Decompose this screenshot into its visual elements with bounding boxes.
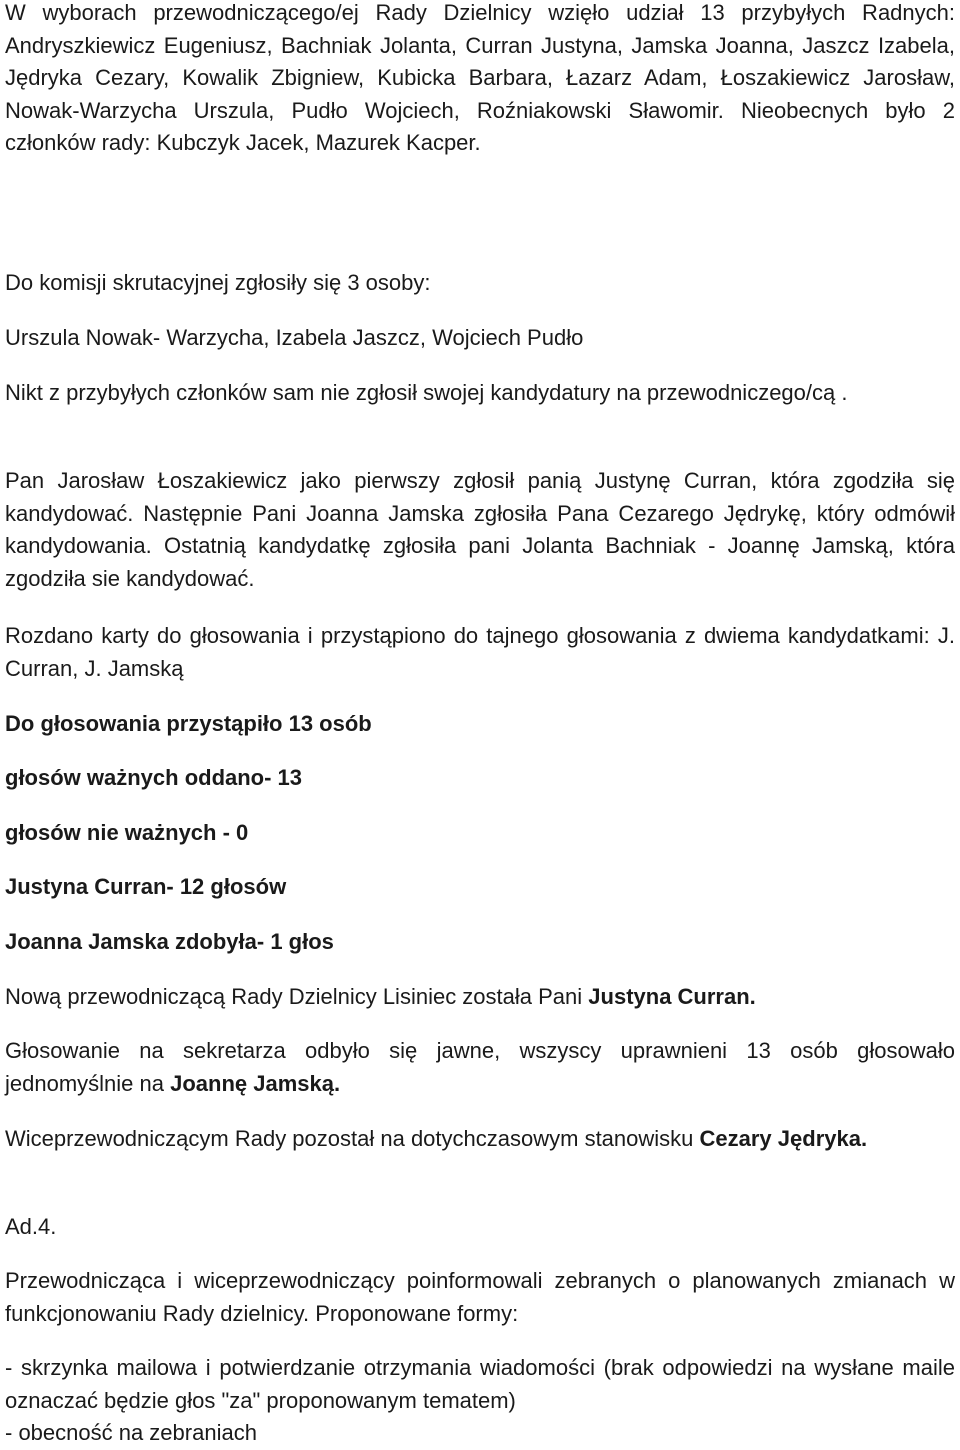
paragraph-committee-members: Urszula Nowak- Warzycha, Izabela Jaszcz, Wojciech Pudło xyxy=(5,325,584,350)
new-chair-text: Nową przewodniczącą Rady Dzielnicy Lisiniec została Pani xyxy=(5,984,589,1009)
votes-invalid: głosów nie ważnych - 0 xyxy=(5,820,249,845)
list-item-mailbox: - skrzynka mailowa i potwierdzanie otrzymania wiadomości (brak odpowiedzi na wysłane maile oznaczać będzie głos "za" proponowanym tematem) xyxy=(5,1355,955,1413)
paragraph-nominations: Pan Jarosław Łoszakiewicz jako pierwszy zgłosił panią Justynę Curran, która zgodziła się kandydować. Następnie Pani Joanna Jamska zgłosiła Pana Cezarego Jędrykę, który odmówił kandydowania. Ostatnią kandydatkę zgłosiła pani Jolanta Bachniak - Joannę Jamską, która zgodziła sie kandydować. xyxy=(5,468,955,591)
paragraph-attendance: W wyborach przewodniczącego/ej Rady Dzielnicy wzięło udział 13 przybyłych Radnych: Andryszkiewicz Eugeniusz, Bachniak Jolanta, Curran Justyna, Jamska Joanna, Jaszcz Izabela, Jędryka Cezary, Kowalik Zbigniew, Kubicka Barbara, Łazarz Adam, Łoszakiewicz Jarosław, Nowak-Warzycha Urszula, Pudło Wojciech, Roźniakowski Sławomir. Nieobecnych było 2 członków rady: Kubczyk Jacek, Mazurek Kacper. xyxy=(5,0,955,155)
paragraph-committee-intro: Do komisji skrutacyjnej zgłosiły się 3 osoby: xyxy=(5,270,431,295)
new-chair-name: Justyna Curran. xyxy=(588,984,756,1009)
votes-jamska: Joanna Jamska zdobyła- 1 głos xyxy=(5,929,334,954)
section-heading-ad4: Ad.4. xyxy=(5,1214,57,1239)
paragraph-new-chair xyxy=(5,981,756,1014)
vice-chair-name: Cezary Jędryka. xyxy=(699,1126,868,1151)
votes-curran: Justyna Curran- 12 głosów xyxy=(5,874,287,899)
vice-chair-text: Wiceprzewodniczącym Rady pozostał na dotychczasowym stanowisku xyxy=(5,1126,700,1151)
secretary-text: Głosowanie na sekretarza odbyło się jawne, wszyscy uprawnieni 13 osób głosowało jednomyślnie na xyxy=(5,1038,955,1096)
paragraph-planned-changes: Przewodnicząca i wiceprzewodniczący poinformowali zebranych o planowanych zmianach w funkcjonowaniu Rady dzielnicy. Proponowane formy: xyxy=(5,1268,955,1326)
paragraph-vice-chair xyxy=(5,1123,955,1156)
paragraph-secretary xyxy=(5,1035,955,1100)
votes-total: Do głosowania przystąpiło 13 osób xyxy=(5,711,372,736)
list-item-attendance: - obecność na zebraniach xyxy=(5,1420,257,1445)
secretary-name: Joannę Jamską. xyxy=(170,1070,341,1096)
paragraph-ballot: Rozdano karty do głosowania i przystąpiono do tajnego głosowania z dwiema kandydatkami: J. Curran, J. Jamską xyxy=(5,623,955,681)
paragraph-no-self-nomination: Nikt z przybyłych członków sam nie zgłosił swojej kandydatury na przewodniczego/cą . xyxy=(5,380,848,405)
votes-valid: głosów ważnych oddano- 13 xyxy=(5,765,303,790)
